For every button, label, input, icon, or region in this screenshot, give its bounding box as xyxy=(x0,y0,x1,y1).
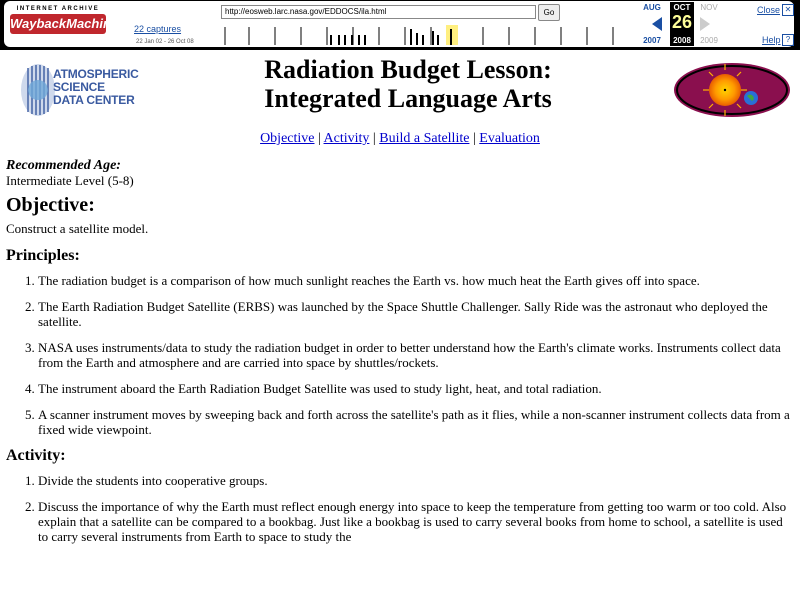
current-month: OCT xyxy=(673,3,691,12)
nav-evaluation[interactable]: Evaluation xyxy=(479,131,540,146)
objective-text: Construct a satellite model. xyxy=(6,221,149,236)
principles-list xyxy=(6,273,791,437)
nav-activity[interactable]: Activity xyxy=(323,131,370,146)
prev-arrow-icon[interactable] xyxy=(652,17,662,31)
asdc-line-2: SCIENCE xyxy=(53,80,105,94)
help-icon[interactable]: ? xyxy=(782,34,794,46)
nav-separator: | xyxy=(317,131,321,146)
close-icon[interactable]: ✕ xyxy=(782,4,794,16)
asdc-name xyxy=(53,68,139,107)
list-item: 2. Discuss the importance of why the Earth must reflect enough energy into space to keep the temperature from getting too warm or too cold. Also explain that a satellite can be compared to a bookbag. Just like a bookbag is used to carry several books from home to school, a satellite is used to carry several instruments from Earth to space to study the xyxy=(38,499,791,544)
go-button[interactable]: Go xyxy=(538,4,560,21)
asdc-logo[interactable] xyxy=(18,62,148,122)
prev-month[interactable]: AUG xyxy=(643,3,661,12)
captures-link[interactable]: 22 captures xyxy=(134,24,182,34)
asdc-line-3: DATA CENTER xyxy=(53,93,135,107)
current-year: 2008 xyxy=(673,36,691,45)
help-link[interactable]: Help xyxy=(762,35,781,45)
next-month: NOV xyxy=(700,3,718,12)
list-item: 1. The radiation budget is a comparison of how much sunlight reaches the Earth vs. how much heat the Earth gives off into space. xyxy=(38,273,791,288)
current-day: 26 xyxy=(671,12,693,32)
page-title-line-2: Integrated Language Arts xyxy=(264,84,552,113)
nav-build-satellite[interactable]: Build a Satellite xyxy=(379,131,470,146)
capture-range: 22 Jan 02 - 26 Oct 08 xyxy=(136,39,194,45)
wayback-toolbar-panel xyxy=(4,1,794,47)
list-item: 5. A scanner instrument moves by sweeping back and forth across the satellite's path as it flies, while a non-scanner instrument collects data from a fixed wide viewpoint. xyxy=(38,407,791,437)
section-nav xyxy=(0,131,800,147)
url-input[interactable]: http://eosweb.larc.nasa.gov/EDDOCS/ila.html xyxy=(221,5,536,19)
wayback-toolbar xyxy=(0,0,800,50)
close-link[interactable]: Close xyxy=(757,5,781,15)
principles-heading: Principles: xyxy=(6,247,80,264)
sun-earth-logo-icon xyxy=(673,62,791,118)
page-title xyxy=(160,55,656,113)
age-value: Intermediate Level (5-8) xyxy=(6,173,134,188)
next-year: 2009 xyxy=(700,36,718,45)
list-item: 4. The instrument aboard the Earth Radiation Budget Satellite was used to study light, heat, and total radiation. xyxy=(38,381,791,396)
wayback-logo[interactable] xyxy=(10,6,119,44)
activity-list xyxy=(6,473,791,544)
list-item: 1. Divide the students into cooperative groups. xyxy=(38,473,791,488)
next-arrow-icon xyxy=(700,17,710,31)
nav-separator: | xyxy=(372,131,376,146)
activity-heading: Activity: xyxy=(6,447,66,464)
nav-objective[interactable]: Objective xyxy=(260,131,315,146)
list-item: 3. NASA uses instruments/data to study the radiation budget in order to better understand how the Earth's climate works. Instruments collect data from the Earth and atmosphere and are carried into space by shuttles/rockets. xyxy=(38,340,791,370)
capture-sparkline[interactable] xyxy=(219,23,635,47)
objective-heading: Objective: xyxy=(6,194,95,216)
page-title-line-1: Radiation Budget Lesson: xyxy=(264,55,552,84)
nav-separator: | xyxy=(472,131,476,146)
asdc-line-1: ATMOSPHERIC xyxy=(53,67,139,81)
wayback-logo-top: INTERNET ARCHIVE xyxy=(16,6,100,12)
wayback-logo-main: WaybackMachine xyxy=(10,14,106,34)
age-heading: Recommended Age: xyxy=(6,158,121,173)
lesson-content xyxy=(6,158,791,555)
prev-year[interactable]: 2007 xyxy=(643,36,661,45)
list-item: 2. The Earth Radiation Budget Satellite (ERBS) was launched by the Space Shuttle Challenger. Sally Ride was the astronaut who deployed the satellite. xyxy=(38,299,791,329)
asdc-logo-icon xyxy=(18,62,58,118)
